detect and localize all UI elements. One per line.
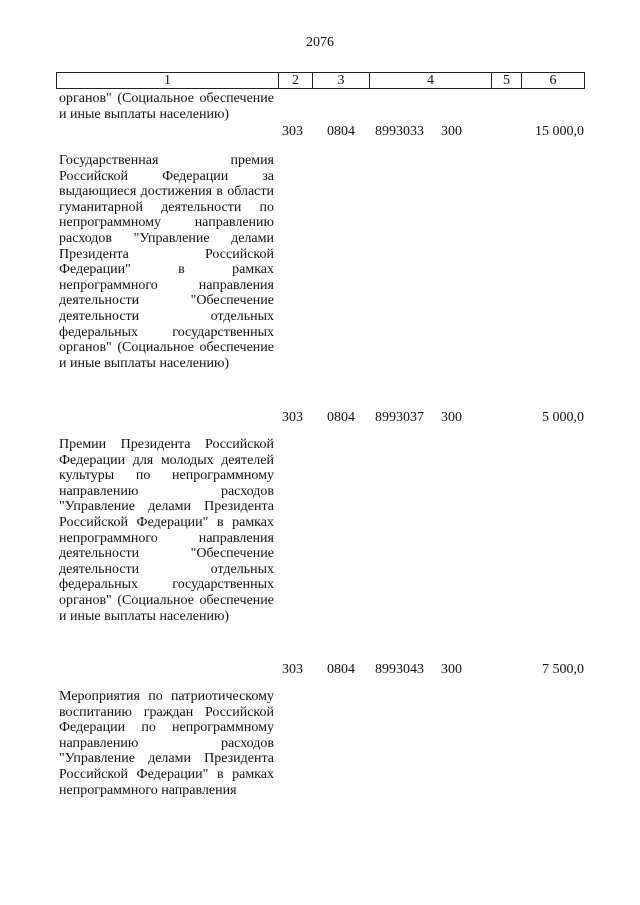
row-amount: 5 000,0 bbox=[542, 410, 584, 425]
row-code-5: 300 bbox=[441, 124, 462, 139]
row-code-2: 303 bbox=[282, 662, 303, 677]
row-description: Государственная премия Российской Федерации за выдающиеся достижения в области гуманитарной деятельности по непрограммному направлению расходов "Управление делами Президента Российской Федерации" в рамках непрограммного направления деятельности "Обеспечение деятельности отдельных федеральных государственных органов" (Социальное обеспечение и иные выплаты населению) bbox=[59, 153, 274, 371]
header-col-5: 5 bbox=[492, 73, 522, 88]
row-code-5: 300 bbox=[441, 662, 462, 677]
row-code-4: 8993043 bbox=[375, 662, 424, 677]
row-amount: 15 000,0 bbox=[535, 124, 584, 139]
row-code-3: 0804 bbox=[327, 124, 355, 139]
header-col-2: 2 bbox=[279, 73, 313, 88]
row-amount: 7 500,0 bbox=[542, 662, 584, 677]
row-code-2: 303 bbox=[282, 124, 303, 139]
row-code-3: 0804 bbox=[327, 410, 355, 425]
header-col-4: 4 bbox=[370, 73, 492, 88]
row-description: Мероприятия по патриотическому воспитанию граждан Российской Федерации по непрограммному направлению расходов "Управление делами Президента Российской Федерации" в рамках непрограммного направления bbox=[59, 689, 274, 798]
header-col-6: 6 bbox=[549, 73, 557, 88]
header-col-1: 1 bbox=[57, 73, 279, 88]
row-code-2: 303 bbox=[282, 410, 303, 425]
table-header bbox=[56, 72, 585, 89]
header-col-3: 3 bbox=[313, 73, 370, 88]
row-code-5: 300 bbox=[441, 410, 462, 425]
row-description: Премии Президента Российской Федерации для молодых деятелей культуры по непрограммному направлению расходов "Управление делами Президента Российской Федерации" в рамках непрограммного направления деятельности "Обеспечение деятельности отдельных федеральных государственных органов" (Социальное обеспечение и иные выплаты населению) bbox=[59, 437, 274, 624]
row-code-4: 8993037 bbox=[375, 410, 424, 425]
row-description: органов" (Социальное обеспечение и иные выплаты населению) bbox=[59, 91, 274, 122]
row-code-3: 0804 bbox=[327, 662, 355, 677]
page-number: 2076 bbox=[306, 35, 334, 50]
row-code-4: 8993033 bbox=[375, 124, 424, 139]
